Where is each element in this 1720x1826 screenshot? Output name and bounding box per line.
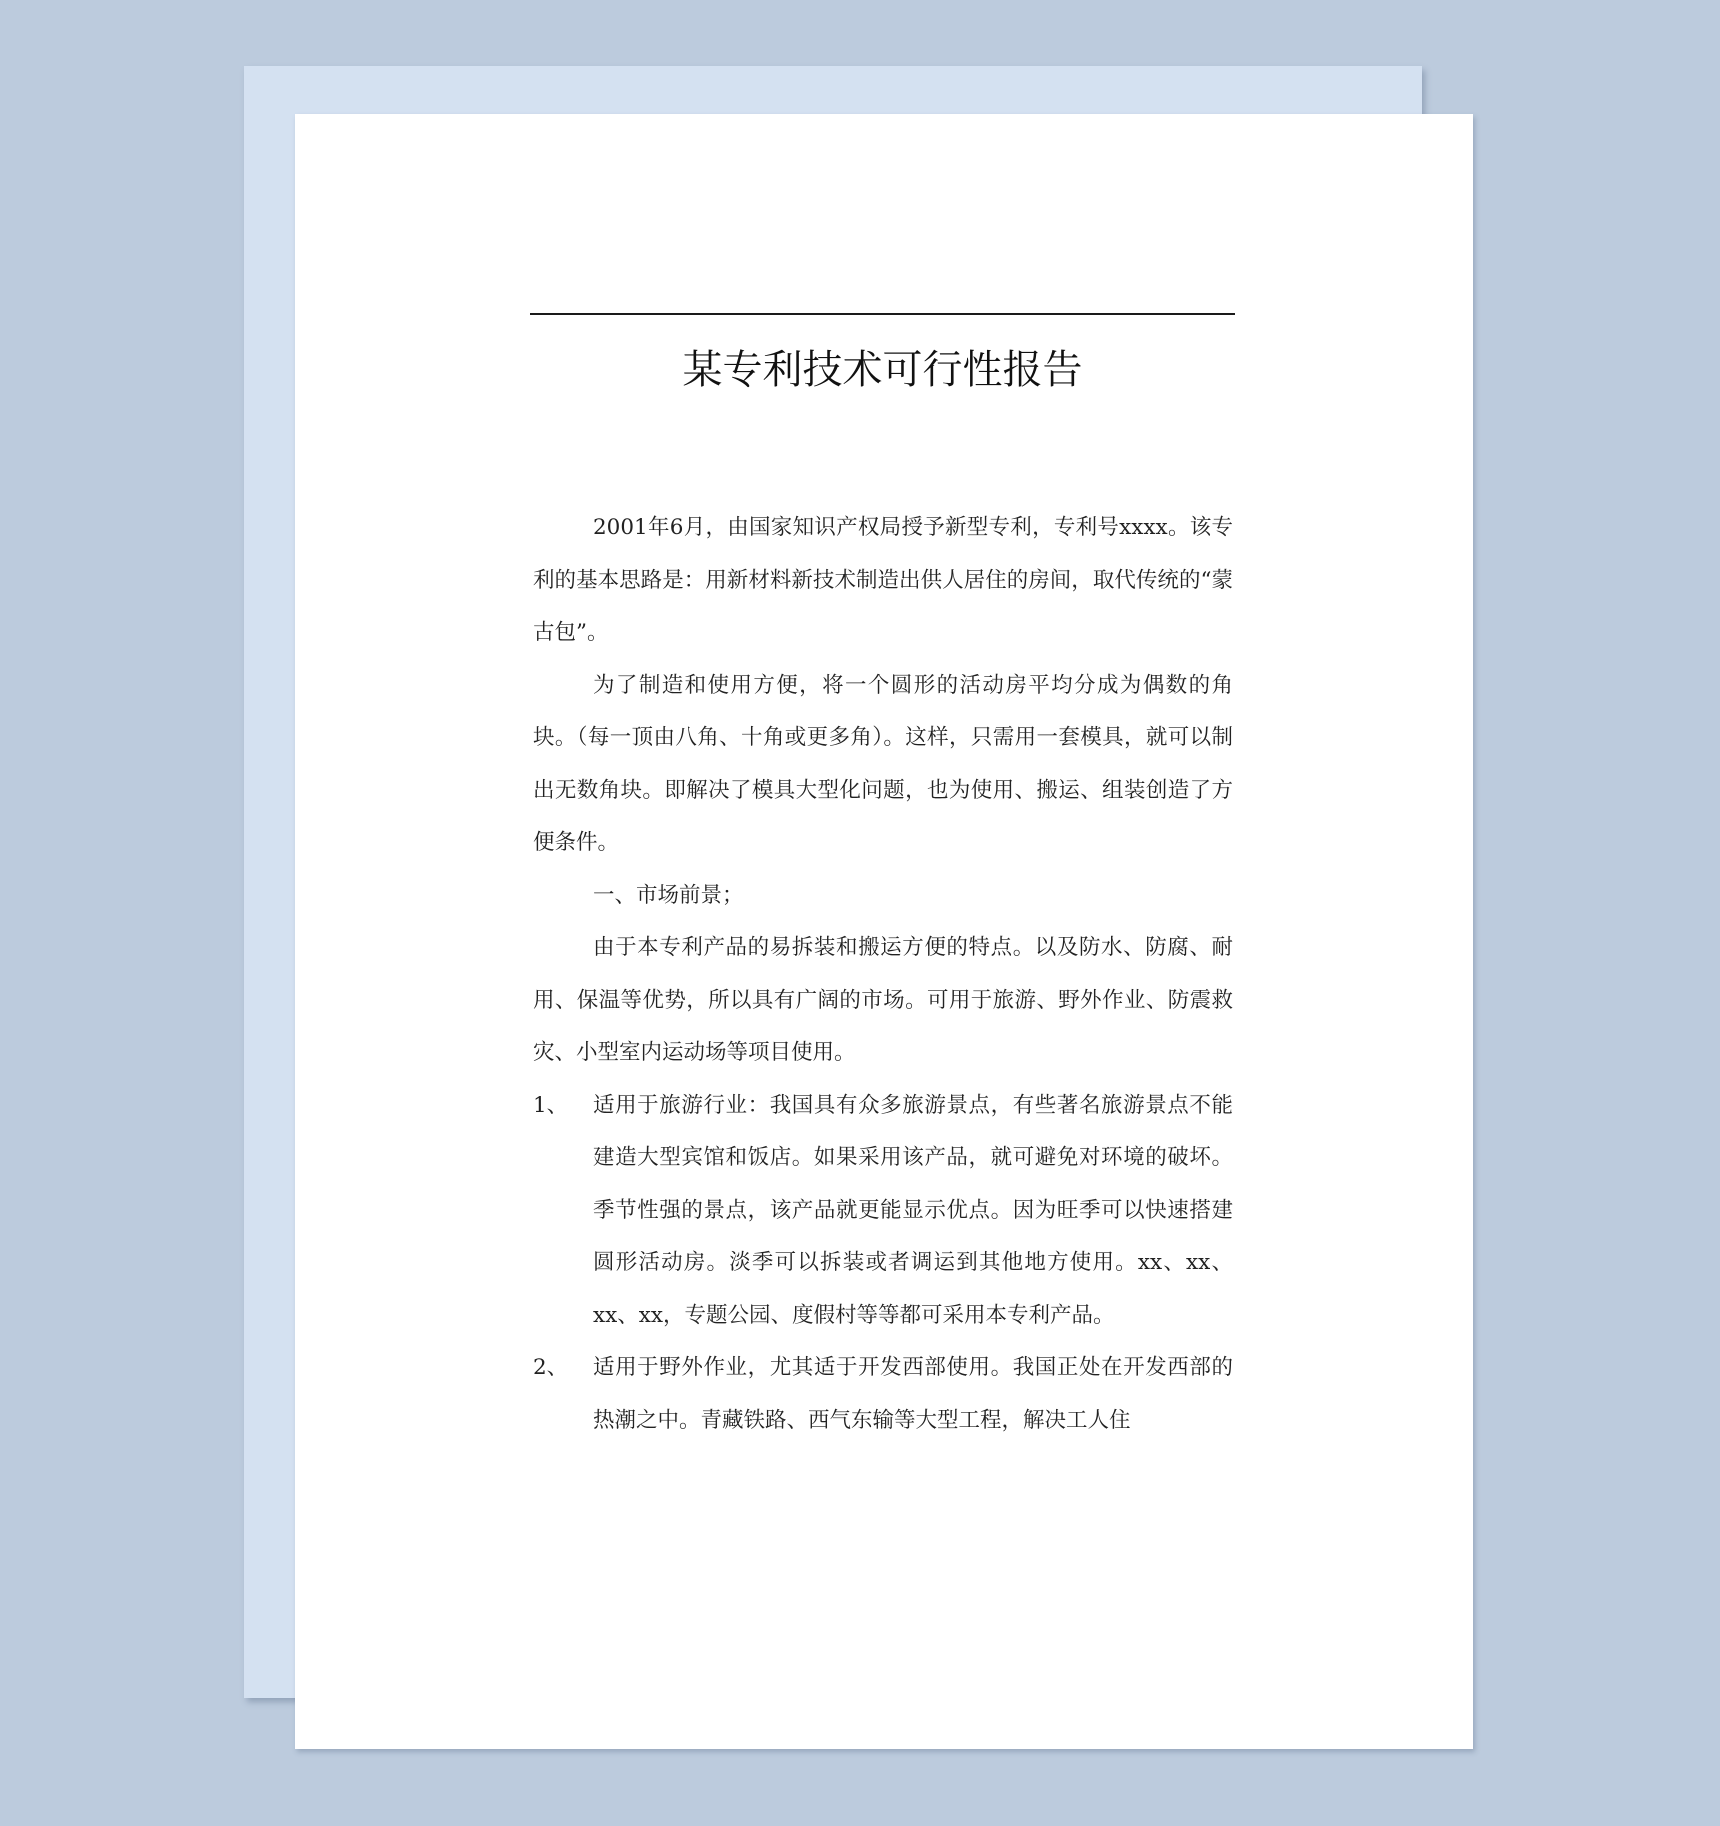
list-item-text: 适用于旅游行业：我国具有众多旅游景点，有些著名旅游景点不能建造大型宾馆和饭店。如果采用该产品，就可避免对环境的破坏。季节性强的景点，该产品就更能显示优点。因为旺季可以快速搭建圆形活动房。淡季可以拆装或者调运到其他地方使用。xx、xx、xx、xx，专题公园、度假村等等都可采用本专利产品。 [593, 1092, 1233, 1328]
list-item-number: 2、 [533, 1355, 569, 1380]
list-item [533, 1080, 1233, 1343]
paragraph-intro: 2001年6月，由国家知识产权局授予新型专利，专利号xxxx。该专利的基本思路是：用新材料新技术制造出供人居住的房间，取代传统的“蒙古包”。 [533, 515, 1233, 645]
paragraph-market: 由于本专利产品的易拆装和搬运方便的特点。以及防水、防腐、耐用、保温等优势，所以具有广阔的市场。可用于旅游、野外作业、防震救灾、小型室内运动场等项目使用。 [533, 935, 1233, 1065]
paragraph-design: 为了制造和使用方便，将一个圆形的活动房平均分成为偶数的角块。（每一顶由八角、十角或更多角）。这样，只需用一套模具，就可以制出无数角块。即解决了模具大型化问题，也为使用、搬运、组装创造了方便条件。 [533, 672, 1233, 855]
document-body [533, 502, 1233, 1447]
list-item [533, 1342, 1233, 1447]
header-rule [530, 313, 1235, 315]
list-item-number: 1、 [533, 1092, 569, 1118]
section-heading-market: 一、市场前景； [593, 882, 744, 908]
list-item-text: 适用于野外作业，尤其适于开发西部使用。我国正处在开发西部的热潮之中。青藏铁路、西气东输等大型工程，解决工人住 [593, 1355, 1233, 1433]
document-title: 某专利技术可行性报告 [682, 347, 1083, 393]
